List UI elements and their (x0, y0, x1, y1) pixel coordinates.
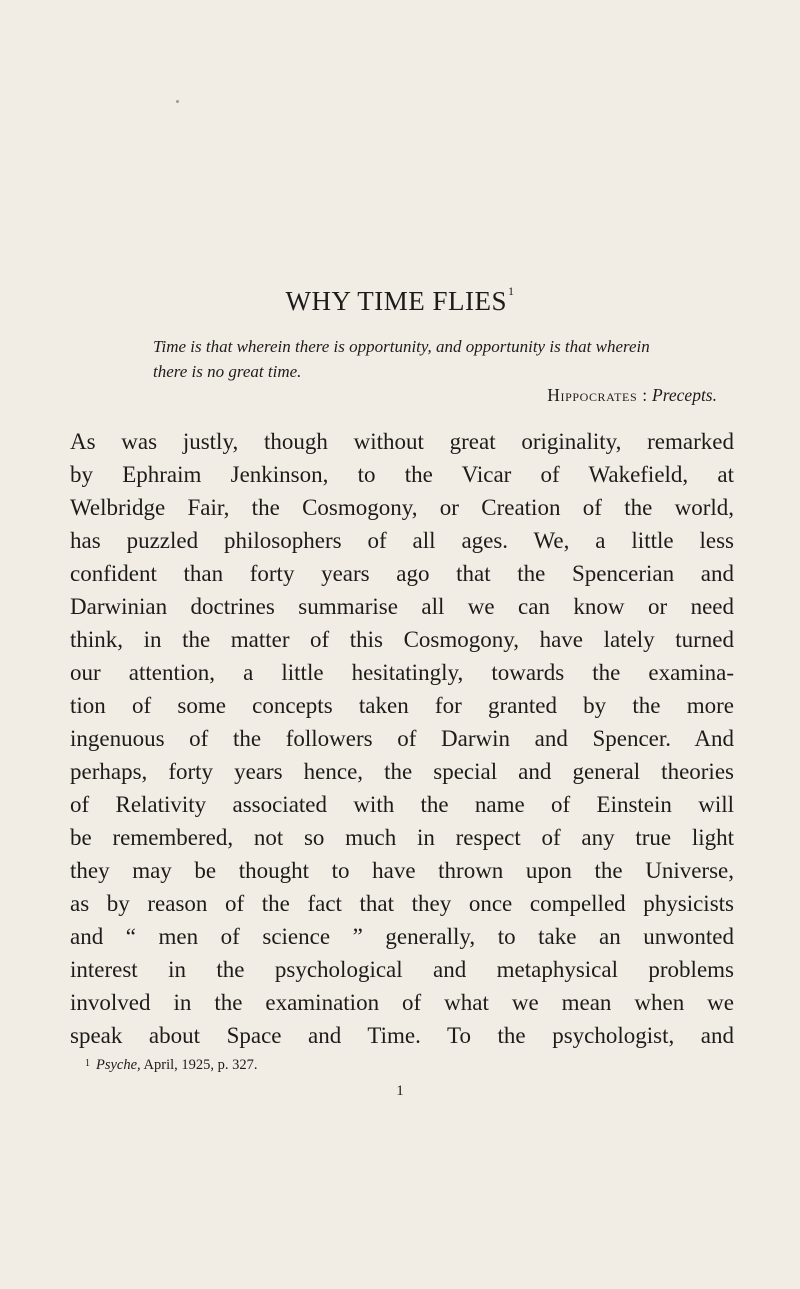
body-line: As was justly, though without great originality, remarked (70, 429, 734, 454)
epigraph-line: Time is that wherein there is opportunity, and opportunity is that wherein (153, 337, 650, 356)
body-line: perhaps, forty years hence, the special and general theories (70, 759, 734, 784)
body-line: interest in the psychological and metaphysical problems (70, 957, 734, 982)
body-line: involved in the examination of what we mean when we (70, 990, 734, 1015)
epigraph-attribution (547, 383, 717, 408)
body-line: our attention, a little hesitatingly, towards the examina- (70, 660, 734, 685)
footnote-text: April, 1925, p. 327. (140, 1057, 258, 1073)
epigraph-work: Precepts. (652, 385, 717, 405)
body-line: Welbridge Fair, the Cosmogony, or Creation of the world, (70, 495, 734, 520)
chapter-title (0, 286, 800, 317)
title-footnote-marker: 1 (507, 284, 515, 298)
body-line: ingenuous of the followers of Darwin and Spencer. And (70, 726, 734, 751)
body-line: and “ men of science ” generally, to take an unwonted (70, 924, 734, 949)
body-line: they may be thought to have thrown upon the Universe, (70, 858, 734, 883)
paper-speck (176, 100, 179, 103)
body-line: Darwinian doctrines summarise all we can know or need (70, 594, 734, 619)
body-text (70, 425, 734, 1052)
epigraph (153, 334, 733, 384)
body-line: as by reason of the fact that they once compelled physicists (70, 891, 734, 916)
body-line: be remembered, not so much in respect of any true light (70, 825, 734, 850)
chapter-title-text: WHY TIME FLIES (285, 286, 507, 316)
footnote-journal: Psyche, (96, 1057, 141, 1073)
body-line: by Ephraim Jenkinson, to the Vicar of Wakefield, at (70, 462, 734, 487)
page-number: 1 (396, 1083, 404, 1099)
body-line: has puzzled philosophers of all ages. We, a little less (70, 528, 734, 553)
body-line: speak about Space and Time. To the psychologist, and (70, 1023, 734, 1048)
body-line: of Relativity associated with the name of Einstein will (70, 792, 734, 817)
body-line: confident than forty years ago that the Spencerian and (70, 561, 734, 586)
body-line: think, in the matter of this Cosmogony, have lately turned (70, 627, 734, 652)
body-line: tion of some concepts taken for granted by the more (70, 693, 734, 718)
epigraph-line: there is no great time. (153, 362, 302, 381)
footnote (85, 1055, 258, 1075)
epigraph-author: Hippocrates : (547, 385, 648, 405)
footnote-marker: 1 (85, 1058, 90, 1069)
